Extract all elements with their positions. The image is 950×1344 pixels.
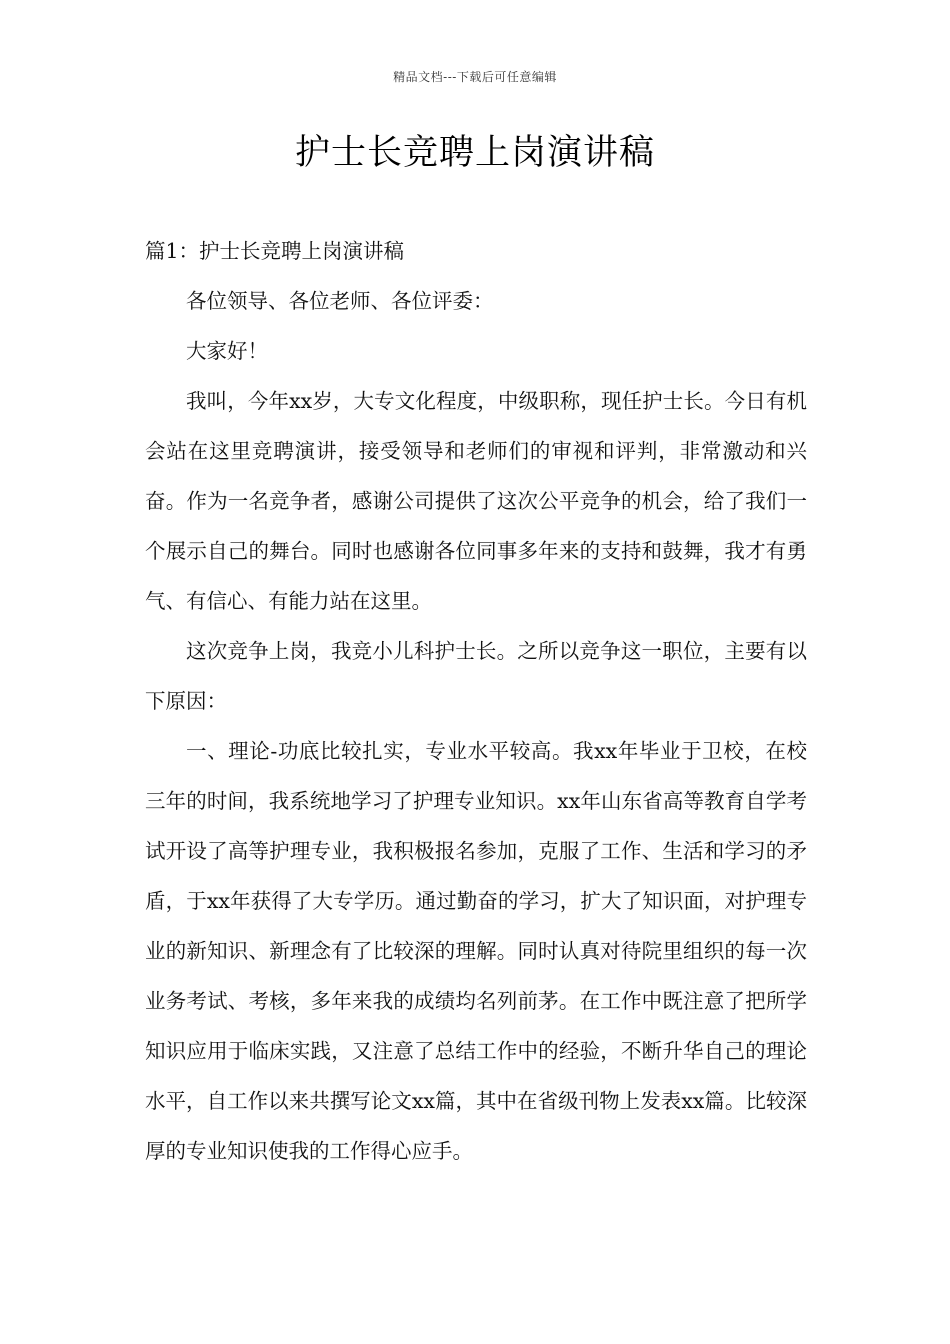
paragraph-introduction: 我叫，今年xx岁，大专文化程度，中级职称，现任护士长。今日有机会站在这里竞聘演讲，接受领导和老师们的审视和评判，非常激动和兴奋。作为一名竞争者，感谢公司提供了这次公平竞争的机会，给了我们一个展示自己的舞台。同时也感谢各位同事多年来的支持和鼓舞，我才有勇气、有信心、有能力站在这里。 [145,389,807,613]
header-note: 精品文档---下载后可任意编辑 [393,70,557,84]
paragraph-greeting: 大家好！ [186,339,268,363]
paragraph-reason-one: 一、理论-功底比较扎实，专业水平较高。我xx年毕业于卫校，在校三年的时间，我系统地学习了护理专业知识。xx年山东省高等教育自学考试开设了高等护理专业，我积极报名参加，克服了工作、生活和学习的矛盾，于xx年获得了大专学历。通过勤奋的学习，扩大了知识面，对护理专业的新知识、新理念有了比较深的理解。同时认真对待院里组织的每一次业务考试、考核，多年来我的成绩均名列前茅。在工作中既注意了把所学知识应用于临床实践，又注意了总结工作中的经验，不断升华自己的理论水平，自工作以来共撰写论文xx篇，其中在省级刊物上发表xx篇。比较深厚的专业知识使我的工作得心应手。 [145,739,807,1163]
section-heading: 篇1：护士长竞聘上岗演讲稿 [145,239,405,263]
document-body [145,226,807,1176]
document-title: 护士长竞聘上岗演讲稿 [294,133,655,173]
paragraph-position: 这次竞争上岗，我竞小儿科护士长。之所以竞争这一职位，主要有以下原因： [145,639,807,713]
paragraph-greeting-addressees: 各位领导、各位老师、各位评委： [186,289,494,313]
